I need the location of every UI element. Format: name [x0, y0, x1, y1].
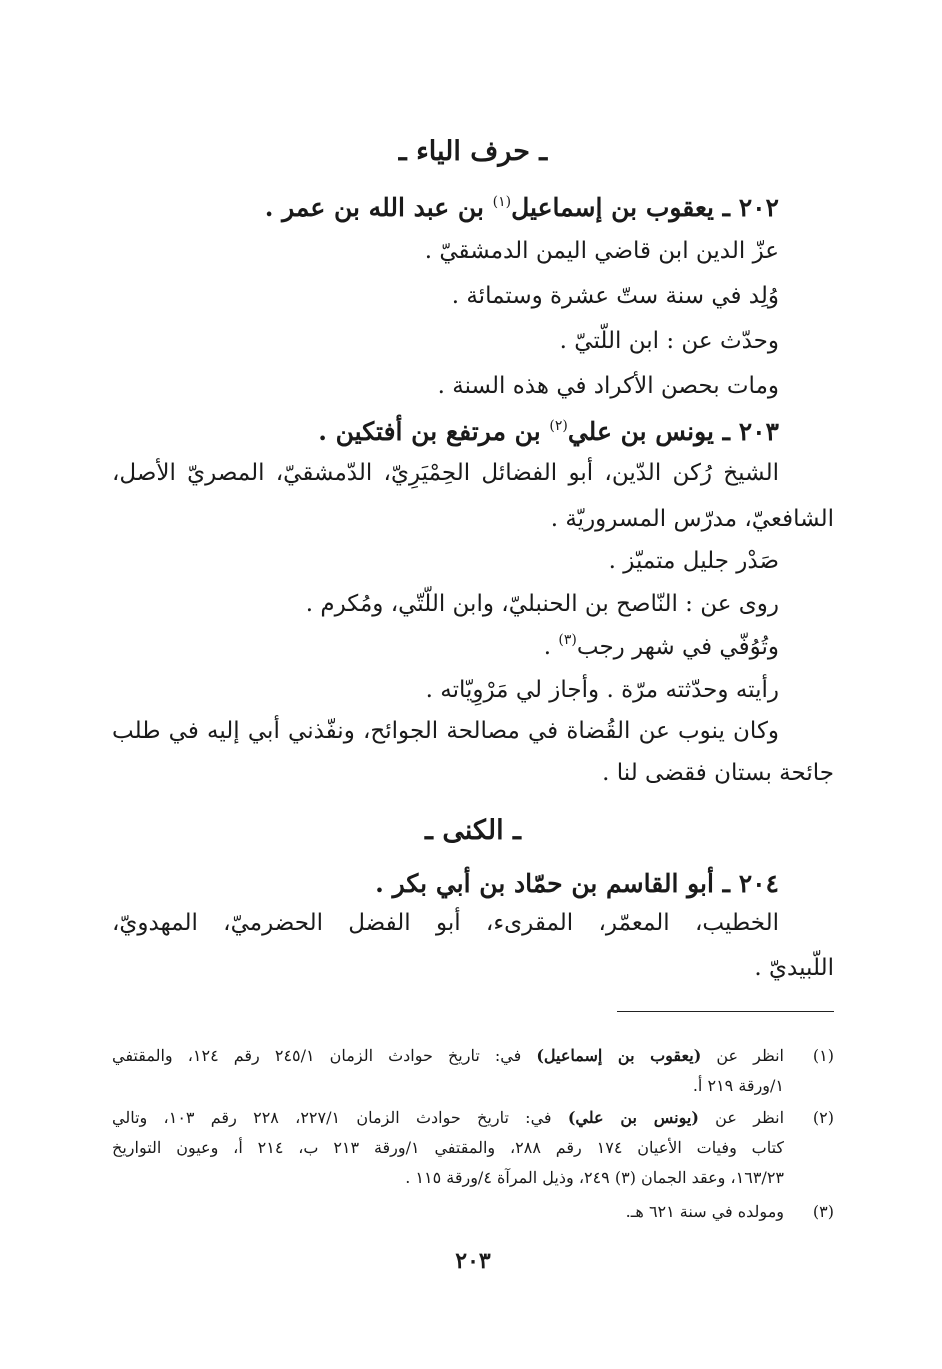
footnote-1-number: (١): [812, 1046, 834, 1065]
section-heading-kuna: ـ الكنى ـ: [425, 815, 521, 846]
footnote-1-post: في: تاريخ حوادث الزمان ٢٤٥/١ رقم ١٢٤، والمقتفي: [112, 1046, 537, 1065]
footnote-3-number: (٣): [812, 1202, 834, 1221]
entry-203-line-1: الشيخ رُكن الدّين، أبو الفضائل الحِمْيَرِيّ، الدّمشقيّ، المصريّ الأصل،: [112, 460, 779, 486]
entry-203-line-4: روى عن : النّاصح بن الحنبليّ، وابن اللّتّي، ومُكرم .: [305, 591, 779, 617]
footnote-1-cont-1: ١/ورقة ٢١٩ أ.: [692, 1076, 784, 1095]
entry-203-heading: [112, 417, 779, 446]
footnote-ref-3[interactable]: (٣): [558, 632, 577, 648]
footnote-2-post: في: تاريخ حوادث الزمان ٢٢٧/١، ٢٢٨ رقم ١٠٣، وتالي: [112, 1108, 568, 1127]
footnote-ref-2[interactable]: (٢): [549, 418, 568, 434]
entry-204-line-1: الخطيب، المعمّر، المقرىء، أبو الفضل الحضرميّ، المهدويّ،: [112, 910, 779, 936]
footnote-separator: [617, 1011, 834, 1012]
footnote-2-bold: (يونس بن علي): [567, 1108, 699, 1127]
entry-203-death-end: .: [543, 634, 559, 660]
entry-203-line-7: وكان ينوب عن القُضاة في مصالحة الجوائح، ونفّذني أبي إليه في طلب: [112, 718, 779, 744]
entry-203-line-8: جائحة بستان فقضى لنا .: [602, 760, 834, 786]
entry-203-line-2: الشافعيّ، مدرّس المسروريّة .: [550, 506, 834, 532]
section-heading-yaa: ـ حرف الياء ـ: [398, 136, 548, 167]
footnote-3-text: ومولده في سنة ٦٢١ هـ.: [625, 1202, 784, 1221]
entry-204-line-2: اللّبيديّ .: [754, 955, 834, 981]
document-page: [112, 0, 834, 1369]
entry-204-heading: ٢٠٤ ـ أبو القاسم بن حمّاد بن أبي بكر .: [375, 869, 779, 898]
entry-202-line-4: ومات بحصن الأكراد في هذه السنة .: [437, 373, 779, 399]
footnote-2-pre: انظر عن: [698, 1108, 785, 1127]
footnote-1-text: [112, 1046, 784, 1065]
footnote-1-bold: (يعقوب بن إسماعيل): [536, 1046, 702, 1065]
entry-203-line-3: صَدْر جليل متميّز .: [608, 548, 779, 574]
footnote-2-cont-2: ١٦٣/٢٣، وعقد الجمان (٣) ٢٤٩، وذيل المرآة ٤/ورقة ١١٥ .: [405, 1168, 784, 1187]
footnote-1-pre: انظر عن: [701, 1046, 784, 1065]
entry-203-line-6: رأيته وحدّثته مرّة . وأجاز لي مَرْوِيّاته .: [425, 677, 779, 703]
entry-202-line-3: وحدّث عن : ابن اللّتيّ .: [559, 328, 779, 354]
footnote-2-number: (٢): [812, 1108, 834, 1127]
entry-202-name-rest: بن عبد الله بن عمر .: [264, 193, 493, 222]
entry-203-death: وتُوُفّي في شهر رجب: [576, 634, 779, 660]
entry-203-name: ٢٠٣ ـ يونس بن علي: [567, 417, 779, 446]
footnote-2-cont-1: كتاب وفيات الأعيان ١٧٤ رقم ٢٨٨، والمقتفي ١/ورقة ٢١٣ ب، ٢١٤ أ، وعيون التواريخ: [112, 1138, 785, 1157]
entry-203-line-5: [112, 634, 779, 660]
footnote-ref-1[interactable]: (١): [492, 194, 512, 210]
page-number: ٢٠٣: [455, 1248, 491, 1274]
entry-202-line-2: وُلِد في سنة ستّ عشرة وستمائة .: [451, 283, 779, 309]
entry-203-name-rest: بن مرتفع بن أفتكين .: [318, 417, 550, 446]
footnote-2-text: [112, 1108, 784, 1127]
entry-202-line-1: عزّ الدين ابن قاضي اليمن الدمشقيّ .: [424, 238, 779, 264]
entry-202-name: ٢٠٢ ـ يعقوب بن إسماعيل: [511, 193, 779, 222]
entry-202-heading: [112, 193, 779, 222]
